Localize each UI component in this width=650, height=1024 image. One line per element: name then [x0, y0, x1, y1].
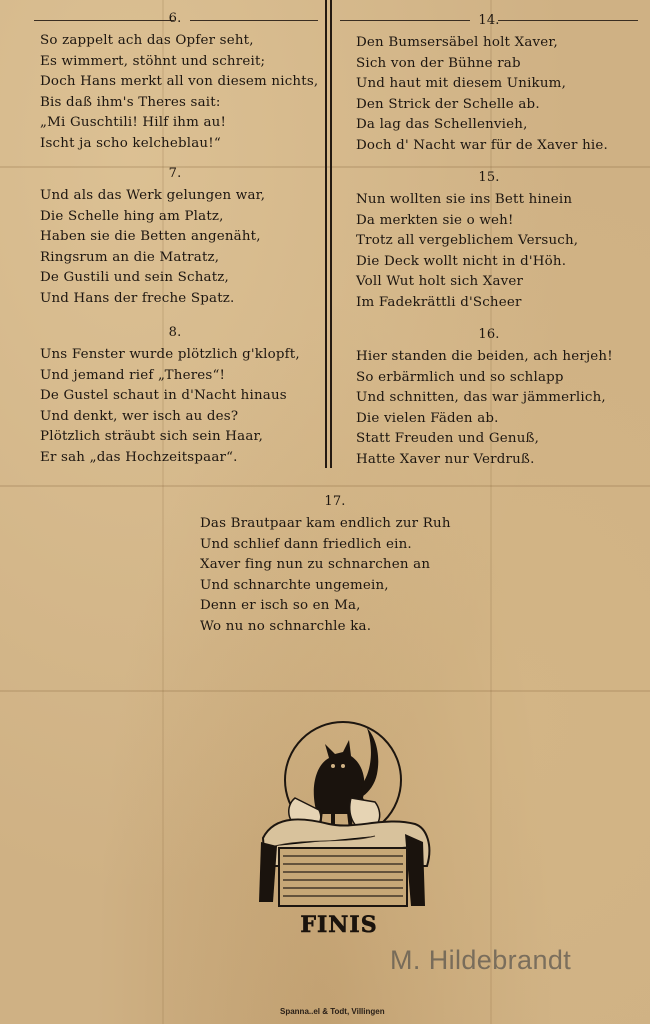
- verse-line: Den Bumsersäbel holt Xaver,: [356, 35, 558, 50]
- top-rule-right: [340, 20, 470, 21]
- verse-line: Sich von der Bühne rab: [356, 55, 521, 71]
- watermark: M. Hildebrandt: [390, 945, 572, 975]
- stanza-number: 8.: [168, 325, 182, 340]
- verse-line: Und schnarchte ungemein,: [200, 577, 389, 593]
- stanza-number: 16.: [478, 327, 500, 342]
- verse-line: Die Deck wollt nicht in d'Höh.: [356, 253, 567, 269]
- verse-line: Und schnitten, das war jämmerlich,: [356, 390, 606, 406]
- verse-line: Doch d' Nacht war für de Xaver hie.: [356, 137, 608, 153]
- verse-line: Und Hans der freche Spatz.: [40, 290, 235, 306]
- stanza-number: 14.: [478, 13, 500, 28]
- paper-fold: [0, 485, 650, 487]
- printer-imprint: Spanna..el & Todt, Villingen: [280, 1007, 385, 1016]
- verse-line: Er sah „das Hochzeitspaar“.: [40, 449, 238, 465]
- stanza-15: [356, 170, 579, 314]
- top-rule-left: [34, 20, 174, 21]
- verse-line: Die Schelle hing am Platz,: [40, 208, 224, 224]
- verse-line: Die vielen Fäden ab.: [356, 410, 499, 426]
- verse-line: Xaver fing nun zu schnarchen an: [200, 557, 431, 573]
- verse-line: Und als das Werk gelungen war,: [40, 188, 266, 203]
- stanza-16: [356, 327, 613, 471]
- stanza-number: 15.: [478, 170, 500, 185]
- verse-line: Und haut mit diesem Unikum,: [356, 76, 567, 92]
- verse-line: Trotz all vergeblichem Versuch,: [356, 233, 579, 249]
- stanza-6: [40, 11, 319, 155]
- verse-line: So erbärmlich und so schlapp: [356, 369, 564, 385]
- verse-line: Ischt ja scho kelcheblau!“: [40, 135, 221, 151]
- stanza-number: 17.: [324, 494, 346, 509]
- verse-line: Es wimmert, stöhnt und schreit;: [40, 53, 266, 69]
- stanza-7: [40, 166, 266, 310]
- top-rule-right: [498, 20, 638, 21]
- paper-fold: [0, 690, 650, 692]
- verse-line: So zappelt ach das Opfer seht,: [40, 33, 254, 48]
- verse-line: Denn er isch so en Ma,: [200, 598, 361, 614]
- verse-line: Und schlief dann friedlich ein.: [200, 536, 412, 552]
- verse-line: Ringsrum an die Matratz,: [40, 249, 220, 265]
- verse-line: Im Fadekrättli d'Scheer: [356, 294, 522, 310]
- verse-line: De Gustili und sein Schatz,: [40, 270, 230, 286]
- verse-line: Und denkt, wer isch au des?: [40, 408, 239, 424]
- svg-text:FINIS: FINIS: [300, 912, 378, 938]
- verse-line: Das Brautpaar kam endlich zur Ruh: [200, 516, 451, 531]
- verse-line: Plötzlich sträubt sich sein Haar,: [40, 429, 264, 445]
- stanza-8: [40, 325, 300, 469]
- verse-line: Da merkten sie o weh!: [356, 212, 514, 228]
- verse-line: Den Strick der Schelle ab.: [356, 96, 540, 112]
- verse-line: Da lag das Schellenvieh,: [356, 117, 528, 133]
- stanza-number: 6.: [168, 11, 182, 26]
- verse-line: Haben sie die Betten angenäht,: [40, 229, 261, 245]
- verse-line: Bis daß ihm's Theres sait:: [40, 94, 221, 110]
- verse-line: „Mi Guschtili! Hilf ihm au!: [40, 115, 227, 131]
- verse-line: Hier standen die beiden, ach herjeh!: [356, 349, 613, 364]
- verse-line: Nun wollten sie ins Bett hinein: [356, 192, 573, 207]
- verse-line: Doch Hans merkt all von diesem nichts,: [40, 74, 319, 90]
- stanza-17: [200, 494, 451, 638]
- verse-line: Statt Freuden und Genuß,: [356, 431, 540, 447]
- verse-line: Hatte Xaver nur Verdruß.: [356, 451, 535, 467]
- verse-line: Und jemand rief „Theres“!: [40, 367, 226, 383]
- column-divider: [325, 0, 333, 468]
- stanza-number: 7.: [168, 166, 182, 181]
- verse-line: Wo nu no schnarchle ka.: [200, 618, 372, 634]
- stanza-14: [356, 13, 608, 157]
- black-cat-on-bed-icon: [255, 706, 435, 944]
- verse-line: De Gustel schaut in d'Nacht hinaus: [40, 388, 287, 404]
- verse-line: Uns Fenster wurde plötzlich g'klopft,: [40, 347, 300, 362]
- verse-line: Voll Wut holt sich Xaver: [356, 274, 524, 290]
- top-rule-left: [190, 20, 318, 21]
